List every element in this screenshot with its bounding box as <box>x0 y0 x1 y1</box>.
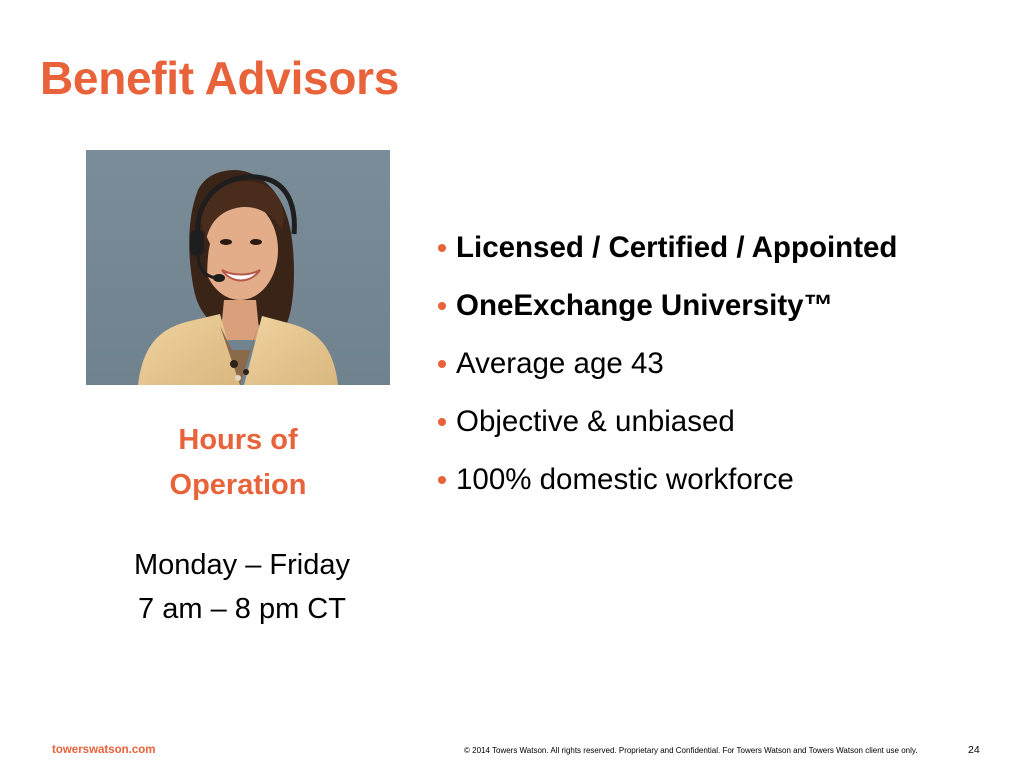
footer-copyright: © 2014 Towers Watson. All rights reserved. Proprietary and Confidential. For Towers Watson and Towers Watson client use only. <box>464 746 918 755</box>
bullet-dot-icon <box>438 418 446 426</box>
hours-heading <box>86 418 390 508</box>
bullet-text: Average age 43 <box>456 347 664 380</box>
bullet-dot-icon <box>438 244 446 252</box>
bullet-item <box>436 398 1016 456</box>
bullet-text: 100% domestic workforce <box>456 463 794 496</box>
hours-heading-line1: Hours of <box>178 424 298 456</box>
bullet-text: Licensed / Certified / Appointed <box>456 231 898 264</box>
slide-title: Benefit Advisors <box>40 52 400 104</box>
hours-detail <box>86 543 398 631</box>
footer-brand-link[interactable]: towerswatson.com <box>52 744 156 756</box>
bullet-item <box>436 340 1016 398</box>
bullet-dot-icon <box>438 360 446 368</box>
hours-times: 7 am – 8 pm CT <box>138 593 346 625</box>
bullet-item <box>436 456 1016 514</box>
bullet-text: Objective & unbiased <box>456 405 735 438</box>
bullet-list <box>436 224 1016 514</box>
bullet-item <box>436 224 1016 282</box>
bullet-item <box>436 282 1016 340</box>
bullet-dot-icon <box>438 476 446 484</box>
bullet-text: OneExchange University™ <box>456 289 834 322</box>
hours-days: Monday – Friday <box>134 549 350 581</box>
hours-heading-line2: Operation <box>169 469 307 501</box>
advisor-photo <box>86 150 390 385</box>
page-number: 24 <box>968 744 980 756</box>
bullet-dot-icon <box>438 302 446 310</box>
